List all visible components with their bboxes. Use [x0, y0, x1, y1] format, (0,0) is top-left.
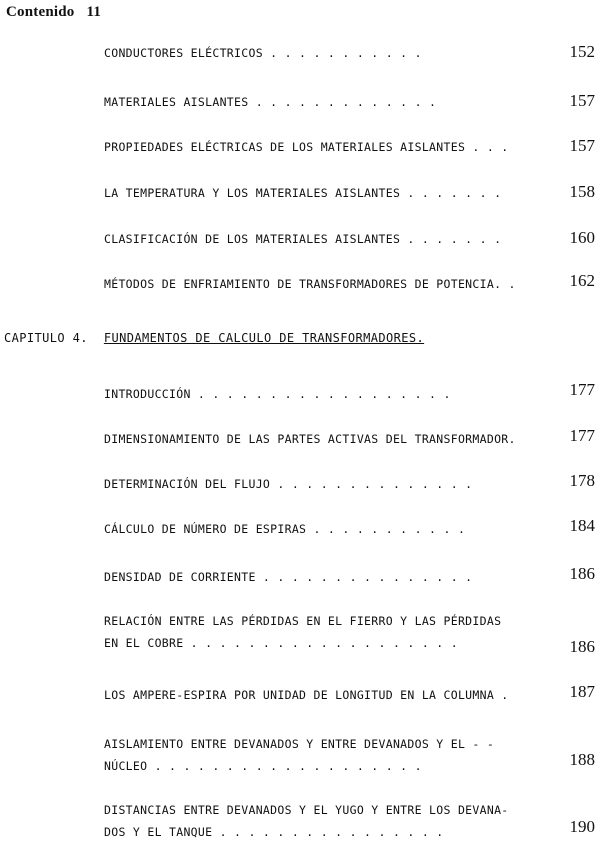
toc-entry-text: CLASIFICACIÓN DE LOS MATERIALES AISLANTES . . . . . . . — [104, 232, 502, 246]
chapter-heading — [4, 331, 424, 345]
toc-entry-text: DETERMINACIÓN DEL FLUJO . . . . . . . . . . . . . . — [104, 477, 473, 491]
toc-entry — [104, 684, 524, 706]
toc-entry-page: 177 — [569, 380, 595, 399]
toc-entry-text: LOS AMPERE-ESPIRA POR UNIDAD DE LONGITUD EN LA COLUMNA . — [104, 688, 509, 702]
toc-entry-text: LA TEMPERATURA Y LOS MATERIALES AISLANTES . . . . . . . — [104, 186, 502, 200]
toc-entry — [104, 566, 524, 588]
toc-entry-text: CÁLCULO DE NÚMERO DE ESPIRAS . . . . . . . . . . . — [104, 522, 466, 536]
toc-entry-text: DOS Y EL TANQUE . . . . . . . . . . . . . . . . — [104, 825, 444, 839]
toc-entry — [104, 799, 524, 843]
toc-entry — [104, 136, 524, 158]
toc-entry-text: MATERIALES AISLANTES . . . . . . . . . . . . . — [104, 95, 437, 109]
toc-entry — [104, 182, 524, 204]
toc-entry-page: 184 — [569, 516, 595, 535]
toc-entry-page: 188 — [569, 750, 595, 769]
toc-entry-page: 186 — [569, 564, 595, 583]
toc-entry-page: 187 — [569, 682, 595, 701]
page-header — [6, 4, 101, 21]
toc-entry-page: 157 — [569, 91, 595, 110]
toc-entry-page: 178 — [569, 471, 595, 490]
toc-entry — [104, 228, 524, 250]
toc-entry — [104, 273, 524, 295]
toc-entry — [104, 610, 524, 654]
toc-entry-page: 152 — [569, 42, 595, 61]
header-page-number: 11 — [86, 4, 102, 20]
toc-entry-text: NÚCLEO . . . . . . . . . . . . . . . . . . . — [104, 759, 422, 773]
toc-entry — [104, 428, 524, 450]
toc-entry-text: EN EL COBRE . . . . . . . . . . . . . . . . . . . — [104, 636, 458, 650]
header-label: Contenido — [6, 4, 75, 20]
toc-entry-text: CONDUCTORES ELÉCTRICOS . . . . . . . . . . . — [104, 46, 422, 60]
toc-entry-text: PROPIEDADES ELÉCTRICAS DE LOS MATERIALES AISLANTES . . . — [104, 140, 509, 154]
toc-entry-text: RELACIÓN ENTRE LAS PÉRDIDAS EN EL FIERRO Y LAS PÉRDIDAS — [104, 614, 502, 628]
toc-entry-text: DISTANCIAS ENTRE DEVANADOS Y EL YUGO Y ENTRE LOS DEVANA- — [104, 803, 509, 817]
toc-entry — [104, 91, 524, 113]
toc-entry-text: MÉTODOS DE ENFRIAMIENTO DE TRANSFORMADORES DE POTENCIA. . — [104, 277, 516, 291]
toc-entry-text: INTRODUCCIÓN . . . . . . . . . . . . . . . . . . — [104, 387, 451, 401]
toc-entry-page: 190 — [569, 817, 595, 836]
chapter-title: FUNDAMENTOS DE CALCULO DE TRANSFORMADORES. — [103, 331, 425, 345]
chapter-label: CAPITULO 4. — [4, 331, 88, 345]
toc-entry — [104, 473, 524, 495]
toc-entry-page: 157 — [569, 136, 595, 155]
toc-entry-page: 162 — [569, 271, 595, 290]
toc-entry — [104, 42, 524, 64]
toc-entry-text: DIMENSIONAMIENTO DE LAS PARTES ACTIVAS DEL TRANSFORMADOR. — [104, 432, 516, 446]
toc-entry-page: 158 — [569, 182, 595, 201]
toc-entry — [104, 518, 524, 540]
toc-entry — [104, 383, 524, 405]
toc-entry-page: 186 — [569, 637, 595, 656]
toc-entry — [104, 733, 524, 777]
toc-entry-page: 160 — [569, 228, 595, 247]
toc-entry-text: DENSIDAD DE CORRIENTE . . . . . . . . . . . . . . . — [104, 570, 473, 584]
toc-entry-text: AISLAMIENTO ENTRE DEVANADOS Y ENTRE DEVANADOS Y EL - - — [104, 737, 495, 751]
toc-entry-page: 177 — [569, 426, 595, 445]
